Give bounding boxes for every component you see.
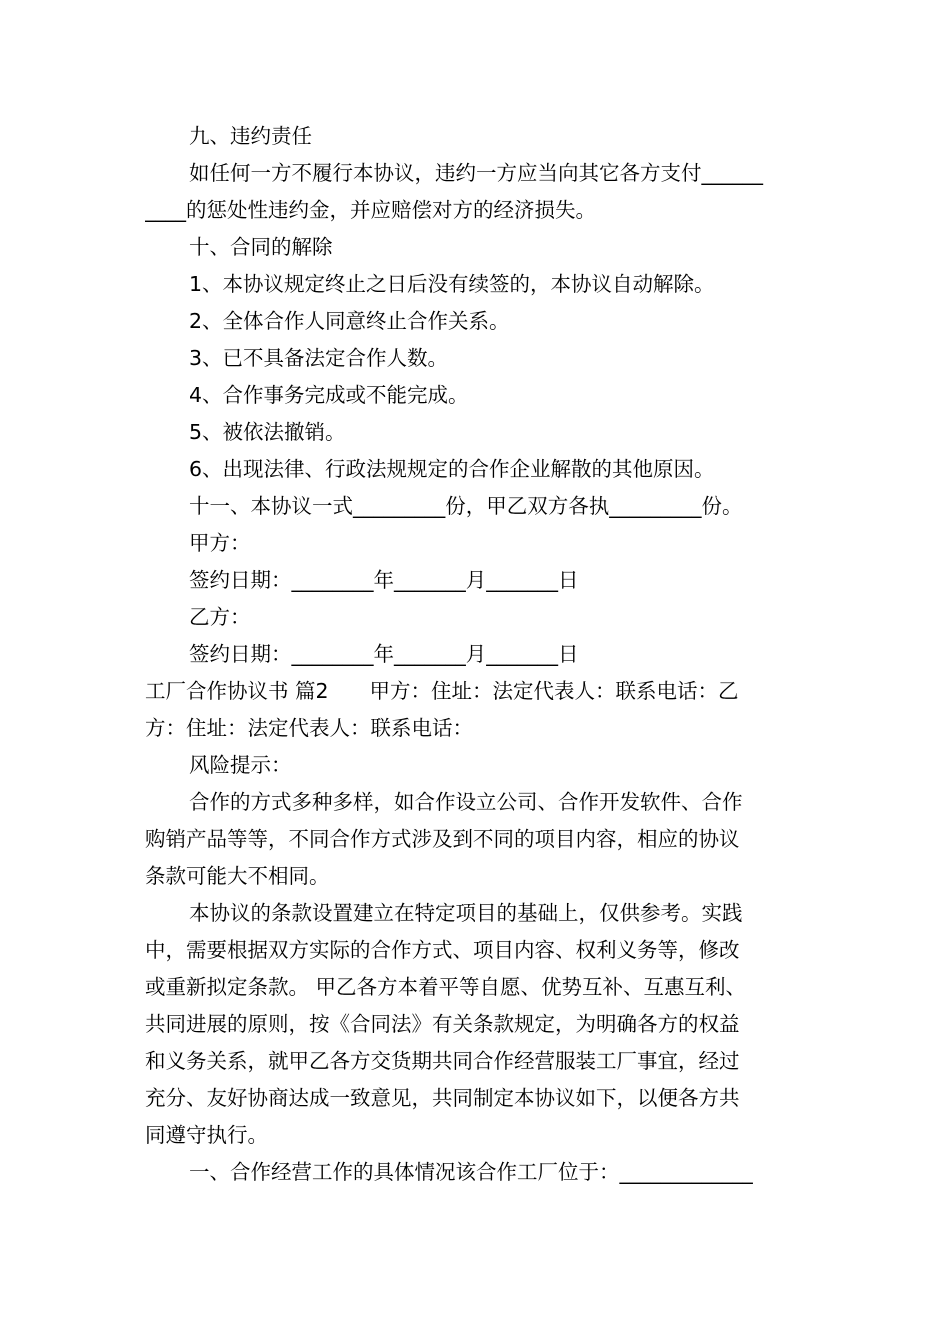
section-heading-termination: 十、合同的解除 [189, 235, 333, 259]
paragraph-line: 共同进展的原则，按《合同法》有关条款规定，为明确各方的权益 [145, 1012, 740, 1036]
party-b-label: 乙方： [189, 605, 251, 629]
list-item: 3、已不具备法定合作人数。 [189, 346, 449, 370]
party-a-label: 甲方： [189, 531, 251, 555]
paragraph-line: 和义务关系，就甲乙各方交货期共同合作经营服装工厂事宜，经过 [145, 1049, 740, 1073]
paragraph-line: 合作的方式多种多样，如合作设立公司、合作开发软件、合作 [189, 790, 743, 814]
section-heading-location: 一、合作经营工作的具体情况该合作工厂位于：_____________ [189, 1160, 753, 1184]
paragraph-line: 条款可能大不相同。 [145, 864, 330, 888]
paragraph-line: 充分、友好协商达成一致意见，共同制定本协议如下，以便各方共 [145, 1086, 740, 1110]
list-item: 4、合作事务完成或不能完成。 [189, 383, 469, 407]
paragraph-line: 中，需要根据双方实际的合作方式、项目内容、权利义务等，修改 [145, 938, 740, 962]
paragraph-line: 方：住址：法定代表人：联系电话： [145, 716, 473, 740]
article-2-title-line: 工厂合作协议书 篇2 甲方：住址：法定代表人：联系电话：乙 [145, 679, 739, 703]
risk-notice-heading: 风险提示： [189, 753, 292, 777]
section-heading-copies: 十一、本协议一式_________份，甲乙双方各执_________份。 [189, 494, 743, 518]
signing-date-a: 签约日期：________年_______月_______日 [189, 568, 579, 592]
paragraph-line: ____的惩处性违约金，并应赔偿对方的经济损失。 [145, 198, 596, 222]
list-item: 2、全体合作人同意终止合作关系。 [189, 309, 510, 333]
paragraph-line: 或重新拟定条款。 甲乙各方本着平等自愿、优势互补、互惠互利、 [145, 975, 747, 999]
paragraph-line: 购销产品等等，不同合作方式涉及到不同的项目内容，相应的协议 [145, 827, 740, 851]
list-item: 5、被依法撤销。 [189, 420, 346, 444]
paragraph-line: 同遵守执行。 [145, 1123, 268, 1147]
document-page [145, 118, 807, 1191]
list-item: 1、本协议规定终止之日后没有续签的，本协议自动解除。 [189, 272, 715, 296]
signing-date-b: 签约日期：________年_______月_______日 [189, 642, 579, 666]
paragraph-line: 如任何一方不履行本协议，违约一方应当向其它各方支付______ [189, 161, 763, 185]
paragraph-line: 本协议的条款设置建立在特定项目的基础上，仅供参考。实践 [189, 901, 743, 925]
list-item: 6、出现法律、行政法规规定的合作企业解散的其他原因。 [189, 457, 715, 481]
section-heading-breach: 九、违约责任 [189, 124, 312, 148]
